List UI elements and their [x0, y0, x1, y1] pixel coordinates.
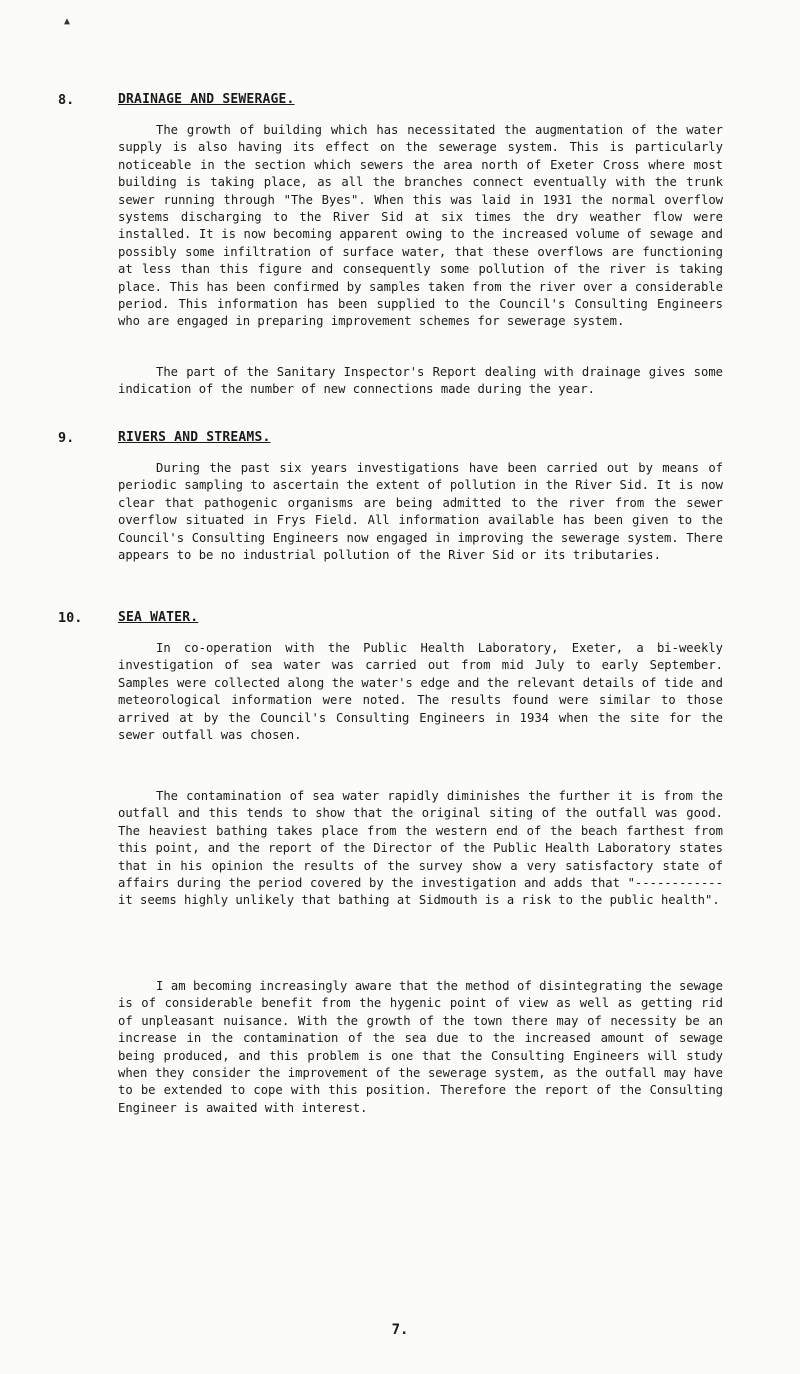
paragraph: During the past six years investigations have been carried out by means of periodic sampling to ascertain the extent of pollution in the River Sid. It is now clear that pathogenic organisms are being admitted to the river from the sewer overflow situated in Frys Field. All information available has been given to the Council's Consulting Engineers now engaged in improving the sewerage system. There appears to be no industrial pollution of the River Sid or its tributaries.: [118, 461, 723, 563]
page-number: 7.: [391, 1322, 409, 1338]
section-heading: RIVERS AND STREAMS.: [118, 430, 271, 445]
section-number: 9.: [58, 430, 75, 446]
paragraph: In co-operation with the Public Health Laboratory, Exeter, a bi-weekly investigation of sea water was carried out from mid July to early September. Samples were collected along the water's edge and the relevant details of tide and meteorological information were noted. The results found were similar to those arrived at by the Council's Consulting Engineers in 1934 when the site for the sewer outfall was chosen.: [118, 641, 723, 743]
paragraph: The growth of building which has necessitated the augmentation of the water supply is also having its effect on the sewerage system. This is particularly noticeable in the section which sewers the area north of Exeter Cross where most building is taking place, as all the branches connect eventually with the trunk sewer running through "The Byes". When this was laid in 1931 the normal overflow systems discharging to the River Sid at six times the dry weather flow were installed. It is now becoming apparent owing to the increased volume of sewage and possibly some infiltration of surface water, that these overflows are functioning at less than this figure and consequently some pollution of the river is taking place. This has been confirmed by samples taken from the river over a considerable period. This information has been supplied to the Council's Consulting Engineers who are engaged in preparing improvement schemes for sewerage system.: [118, 123, 723, 329]
section-heading: DRAINAGE AND SEWERAGE.: [118, 92, 295, 107]
paragraph: I am becoming increasingly aware that the method of disintegrating the sewage is of considerable benefit from the hygenic point of view as well as getting rid of unpleasant nuisance. With the growth of the town there may of necessity be an increase in the contamination of the sea due to the increased amount of sewage being produced, and this problem is one that the Consulting Engineers will study when they consider the improvement of the sewerage system, as the outfall may have to be extended to cope with this position. Therefore the report of the Consulting Engineer is awaited with interest.: [118, 979, 723, 1115]
section-heading: SEA WATER.: [118, 610, 199, 625]
section-number: 10.: [58, 610, 83, 626]
section-number: 8.: [58, 92, 75, 108]
corner-mark: ▲: [64, 16, 71, 27]
paragraph: The part of the Sanitary Inspector's Report dealing with drainage gives some indication of the number of new connections made during the year.: [118, 365, 723, 397]
paragraph: The contamination of sea water rapidly diminishes the further it is from the outfall and this tends to show that the original siting of the outfall was good. The heaviest bathing takes place from the western end of the beach farthest from this point, and the report of the Director of the Public Health Laboratory states that in his opinion the results of the survey show a very satisfactory state of affairs during the period covered by the investigation and adds that "------------ it seems highly unlikely that bathing at Sidmouth is a risk to the public health".: [118, 789, 723, 908]
